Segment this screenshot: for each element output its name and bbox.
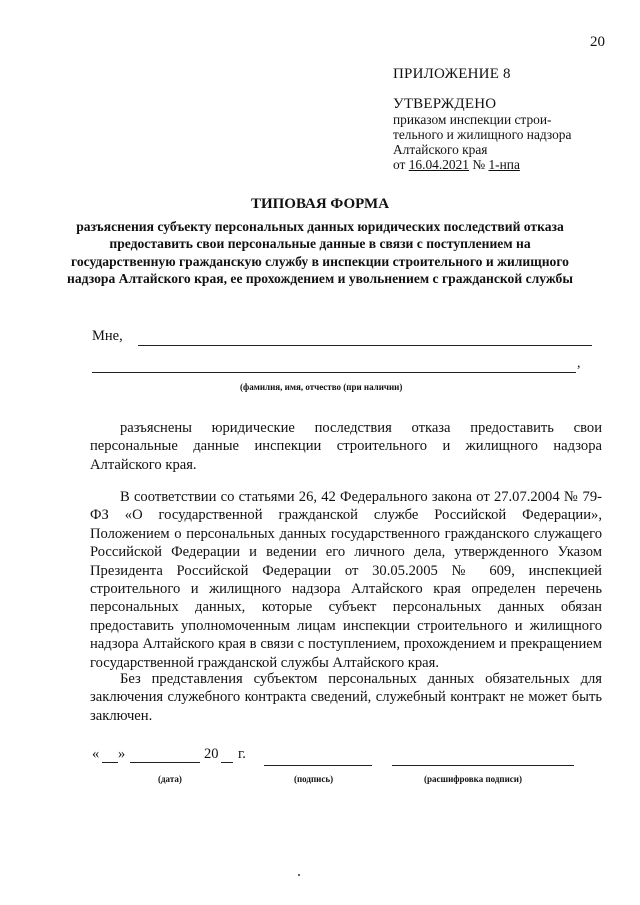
paragraph-1: разъяснены юридические последствия отказа предоставить свои персональные данные инспекции строительного и жилищного надзора Алтайского края. (90, 420, 602, 473)
year-suffix: г. (238, 746, 246, 762)
fio-hint: (фамилия, имя, отчество (при наличии) (240, 382, 403, 392)
day-blank[interactable] (102, 762, 118, 763)
decode-hint: (расшифровка подписи) (424, 774, 522, 784)
quote-open: « (92, 746, 100, 762)
approval-block (393, 96, 623, 172)
year-prefix: 20 (204, 746, 219, 762)
approval-date-prefix: от (393, 157, 409, 172)
form-subtitle: разъяснения субъекту персональных данных юридических последствий отказа предоставить свои персональные данные в связи с поступлением на государственную гражданскую службу в инспекции строительного и жилищного надзора Алтайского края, ее прохождением и увольнением с гражданской службы (67, 219, 573, 286)
approval-date-line (393, 157, 623, 172)
quote-close: » (118, 746, 126, 762)
year-blank[interactable] (221, 762, 233, 763)
name-line-1[interactable] (138, 345, 592, 346)
page-number: 20 (590, 34, 605, 50)
paragraph-2: В соответствии со статьями 26, 42 Федерального закона от 27.07.2004 № 79-ФЗ «О государственной гражданской службе Российской Федерации», Положением о персональных данных государственного гражданского служащего Российской Федерации и ведении его личного дела, утвержденного Указом Президента Российской Федерации от 30.05.2005 № 609, инспекцией строительного и жилищного надзора Алтайского края определен перечень персональных данных, которые субъект персональных данных обязан предоставить уполномоченным лицам инспекции строительного и жилищного надзора Алтайского края в связи с поступлением, прохождением и прекращением государственной гражданской службы Алтайского края. (90, 489, 602, 671)
appendix-label: ПРИЛОЖЕНИЕ 8 (393, 66, 511, 82)
signature-line[interactable] (264, 765, 372, 766)
approval-line-3: Алтайского края (393, 142, 488, 157)
paragraph-3: Без представления субъектом персональных данных обязательных для заключения служебного контракта сведений, служебный контракт не может быть заключен. (90, 671, 602, 724)
approval-number: 1-нпа (488, 157, 520, 172)
name-comma: , (577, 356, 581, 371)
month-blank[interactable] (130, 762, 200, 763)
approval-date: 16.04.2021 (408, 157, 469, 172)
approval-heading: УТВЕРЖДЕНО (393, 96, 497, 112)
scan-dot (298, 874, 300, 876)
date-hint: (дата) (158, 774, 182, 784)
form-title: ТИПОВАЯ ФОРМА (250, 196, 390, 212)
decode-line[interactable] (392, 765, 574, 766)
name-line-2[interactable] (92, 372, 576, 373)
me-label: Мне, (92, 328, 123, 344)
approval-line-2: тельного и жилищного надзора (393, 127, 572, 142)
approval-number-sign: № (468, 157, 489, 172)
signature-hint: (подпись) (294, 774, 334, 784)
approval-line-1: приказом инспекции строи- (393, 112, 552, 127)
